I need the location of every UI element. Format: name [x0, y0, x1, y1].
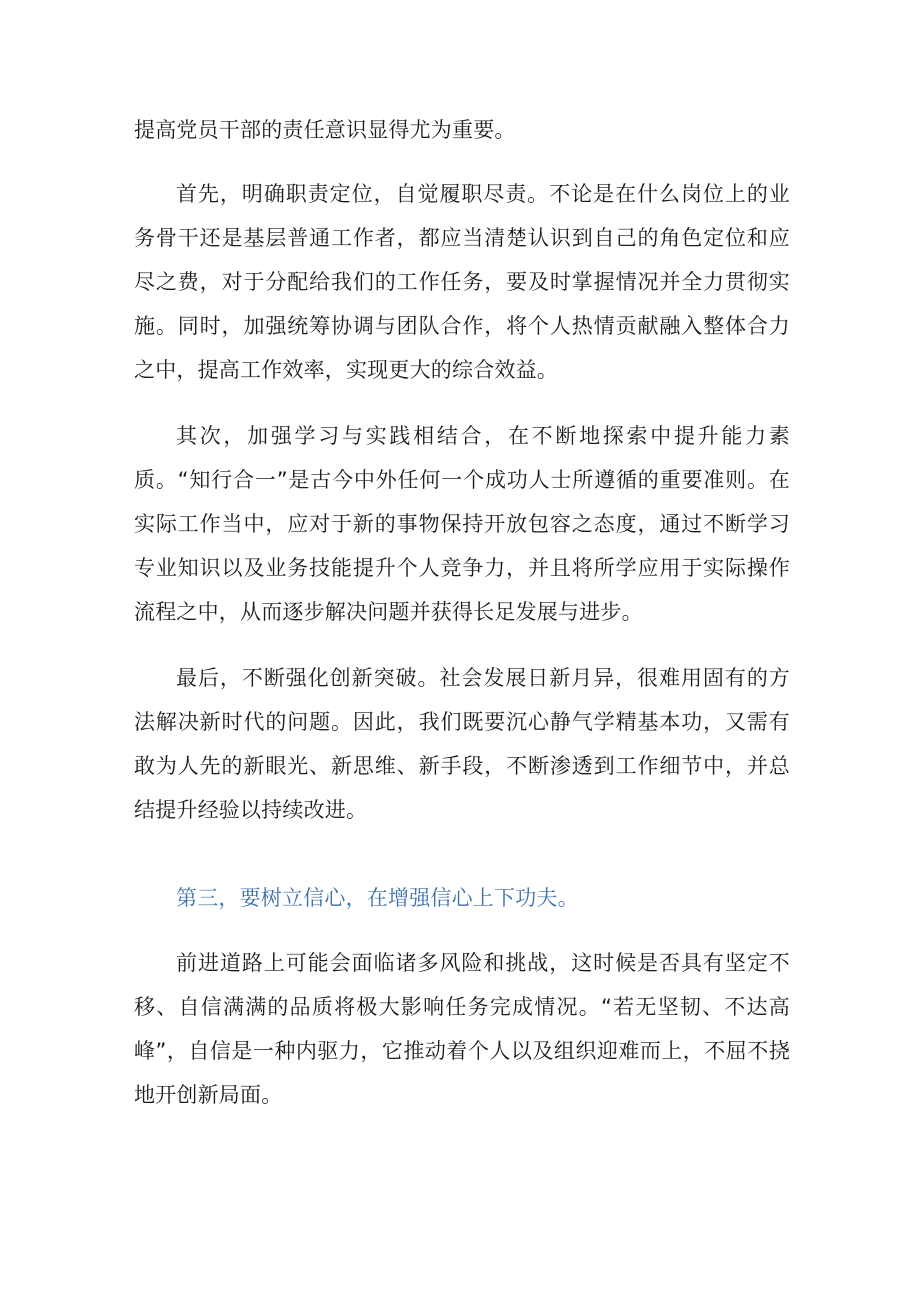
paragraph-confidence-body: 前进道路上可能会面临诸多风险和挑战，这时候是否具有坚定不移、自信满满的品质将极大影响任务完成情况。“若无坚韧、不达高峰”，自信是一种内驱力，它推动着个人以及组织迎难而上，不屈不挠地开创新局面。 — [134, 951, 790, 1107]
paragraph-second-point: 其次，加强学习与实践相结合，在不断地探索中提升能力素质。“知行合一”是古今中外任何一个成功人士所遵循的重要准则。在实际工作当中，应对于新的事物保持开放包容之态度，通过不断学习专业知识以及业务技能提升个人竞争力，并且将所学应用于实际操作流程之中，从而逐步解决问题并获得长足发展与进步。 — [134, 424, 790, 624]
paragraph-third-point: 最后，不断强化创新突破。社会发展日新月异，很难用固有的方法解决新时代的问题。因此，我们既要沉心静气学精基本功，又需有敢为人先的新眼光、新思维、新手段，不断渗透到工作细节中，并总结提升经验以持续改进。 — [134, 666, 790, 822]
paragraph-intro-tail: 提高党员干部的责任意识显得尤为重要。 — [134, 118, 516, 142]
section-heading-confidence: 第三，要树立信心，在增强信心上下功夫。 — [176, 886, 579, 910]
paragraph-first-point: 首先，明确职责定位，自觉履职尽责。不论是在什么岗位上的业务骨干还是基层普通工作者，都应当清楚认识到自己的角色定位和应尽之费，对于分配给我们的工作任务，要及时掌握情况并全力贯彻实施。同时，加强统筹协调与团队合作，将个人热情贡献融入整体合力之中，提高工作效率，实现更大的综合效益。 — [134, 182, 790, 382]
